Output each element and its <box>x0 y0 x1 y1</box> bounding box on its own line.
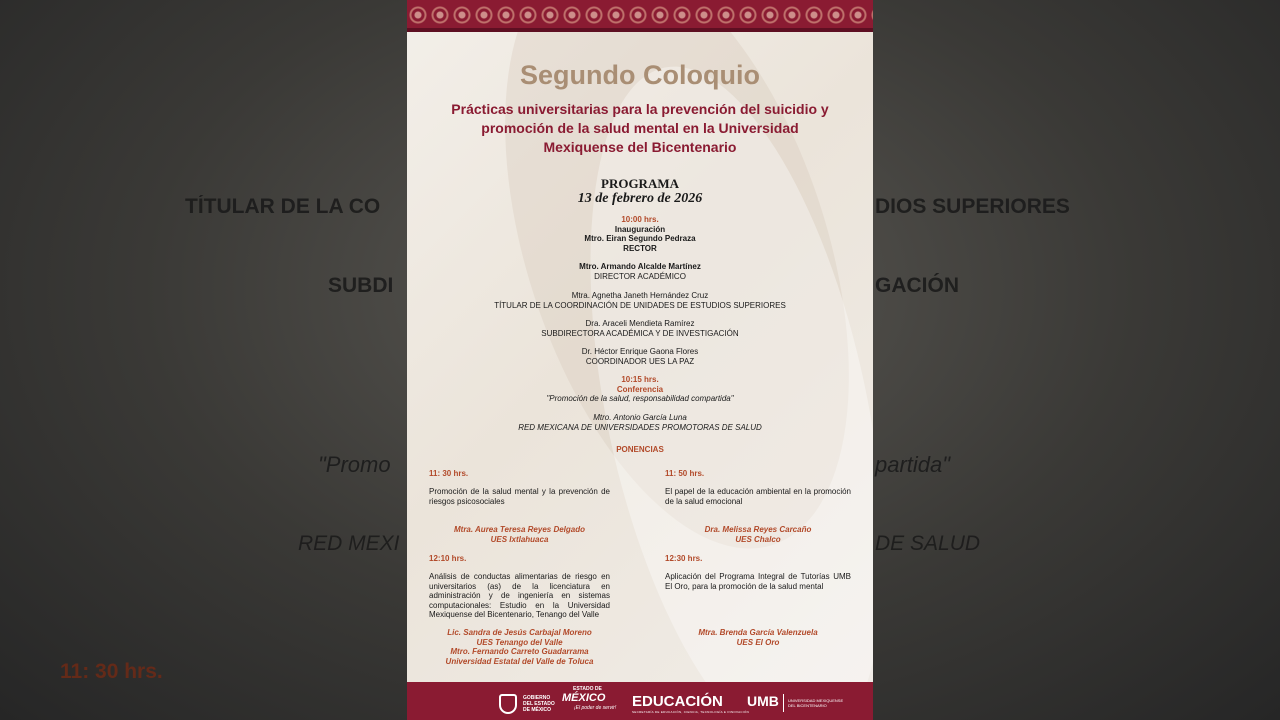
footer-logos <box>407 682 873 720</box>
ponencia-title: El papel de la educación ambiental en la promoción de la salud emocional <box>665 487 851 506</box>
program-label: PROGRAMA <box>601 176 679 191</box>
ponencia-time: 11: 50 hrs. <box>665 469 705 478</box>
bg-ghost-text: TÍTULAR DE LA CO <box>185 195 381 218</box>
ponencia-affiliation: UES Tenango del Valle <box>476 637 563 647</box>
ponencia-speaker: Mtra. Aurea Teresa Reyes Delgado <box>453 525 585 535</box>
edomex-logo: MÉXICO <box>562 692 606 704</box>
ponencia-item <box>429 469 610 544</box>
speaker-block <box>407 262 873 281</box>
bg-ghost-text: partida" <box>875 452 951 477</box>
top-ornament-band <box>407 0 873 32</box>
speaker-block <box>407 291 873 310</box>
edomex-logo-top: ESTADO DE <box>573 686 602 692</box>
ornament-pattern <box>407 4 873 26</box>
bg-ghost-text: SUBDI <box>328 274 394 297</box>
conference-title: "Promoción de la salud, responsabilidad compartida" <box>546 394 734 403</box>
ponencia-affiliation: UES Chalco <box>735 534 781 544</box>
poster-subtitle: Prácticas universitarias para la prevención del suicidio y promoción de la salud mental en la Universidad Mexiquense del Bicentenario <box>451 101 829 155</box>
bg-ghost-text: DE SALUD <box>875 532 981 555</box>
speaker-role: SUBDIRECTORA ACADÉMICA Y DE INVESTIGACIÓN <box>541 328 739 338</box>
conference-label: Conferencia <box>616 384 664 394</box>
umb-logo: UMB <box>747 693 779 709</box>
ponencia-affiliation: UES Ixtlahuaca <box>490 534 549 544</box>
speaker-name: Mtro. Eiran Segundo Pedraza <box>584 234 696 243</box>
conference-time: 10:15 hrs. <box>621 375 659 384</box>
speaker-role: TÍTULAR DE LA COORDINACIÓN DE UNIDADES DE ESTUDIOS SUPERIORES <box>494 300 786 310</box>
ponencias-label: PONENCIAS <box>616 445 664 454</box>
educacion-subtitle: SECRETARÍA DE EDUCACIÓN, CIENCIA, TECNOLOGÍA E INNOVACIÓN <box>632 710 750 714</box>
conference-speaker-block <box>407 413 873 432</box>
speaker-role: RECTOR <box>623 243 657 253</box>
ponencia-time: 11: 30 hrs. <box>429 469 469 478</box>
poster-title: Segundo Coloquio <box>520 60 760 90</box>
bg-ghost-text: RED MEXI <box>298 532 400 555</box>
conference-block <box>407 375 873 404</box>
ponencia-speaker: Mtra. Brenda García Valenzuela <box>698 628 818 638</box>
opening-block <box>407 215 873 253</box>
event-poster <box>407 0 873 720</box>
bg-ghost-text: GACIÓN <box>875 274 959 297</box>
ponencia-item <box>429 554 610 666</box>
speaker-name: Mtra. Agnetha Janeth Hernández Cruz <box>571 291 709 300</box>
event-date: 13 de febrero de 2026 <box>577 191 703 206</box>
educacion-logo: EDUCACIÓN <box>632 693 723 710</box>
speaker-role: COORDINADOR UES LA PAZ <box>585 356 695 366</box>
ponencia-affiliation: UES El Oro <box>736 637 780 647</box>
bg-ghost-text: 11: 30 hrs. <box>60 660 163 683</box>
ponencia-title: Promoción de la salud mental y la prevención de riesgos psicosociales <box>429 487 610 506</box>
opening-time: 10:00 hrs. <box>621 215 659 224</box>
umb-subtitle: UNIVERSIDAD MEXIQUENSE DEL BICENTENARIO <box>788 698 844 708</box>
shield-icon <box>499 694 517 714</box>
ponencia-speaker: Mtro. Fernando Carreto Guadarrama <box>450 647 589 657</box>
conference-org: RED MEXICANA DE UNIVERSIDADES PROMOTORAS DE SALUD <box>518 422 762 432</box>
footer-band <box>407 682 873 720</box>
speaker-role: DIRECTOR ACADÉMICO <box>594 271 686 281</box>
edomex-slogan: ¡El poder de servir! <box>574 705 617 711</box>
ponencia-affiliation: Universidad Estatal del Valle de Toluca <box>445 656 594 666</box>
speaker-name: Mtro. Armando Alcalde Martínez <box>579 262 701 271</box>
bg-ghost-text: "Promo <box>318 452 391 477</box>
speaker-name: Dr. Héctor Enrique Gaona Flores <box>581 347 699 356</box>
ponencia-title: Aplicación del Programa Integral de Tutorías UMB El Oro, para la promoción de la salud mental <box>665 572 851 591</box>
gov-logo-text: GOBIERNO DEL ESTADO DE MÉXICO <box>523 695 555 713</box>
ponencia-item <box>665 554 851 647</box>
ponencia-item <box>665 469 851 544</box>
ponencia-speaker: Dra. Melissa Reyes Carcaño <box>704 525 812 535</box>
ponencia-time: 12:30 hrs. <box>665 554 703 563</box>
conference-speaker: Mtro. Antonio García Luna <box>593 413 687 422</box>
ponencia-title: Análisis de conductas alimentarias de riesgo en universitarios (as) de la licenciatura en administración y de ingeniería en sistemas computacionales: Estudio en la Universidad Mexiquense del Bicentenario, Tenango del Valle <box>429 572 610 620</box>
speaker-block <box>407 347 873 366</box>
opening-event: Inauguración <box>614 224 666 234</box>
ponencia-time: 12:10 hrs. <box>429 554 467 563</box>
speaker-block <box>407 319 873 338</box>
ponencia-speaker: Lic. Sandra de Jesús Carbajal Moreno <box>447 628 592 638</box>
speaker-name: Dra. Araceli Mendieta Ramírez <box>585 319 695 328</box>
bg-ghost-text: DIOS SUPERIORES <box>875 195 1070 218</box>
